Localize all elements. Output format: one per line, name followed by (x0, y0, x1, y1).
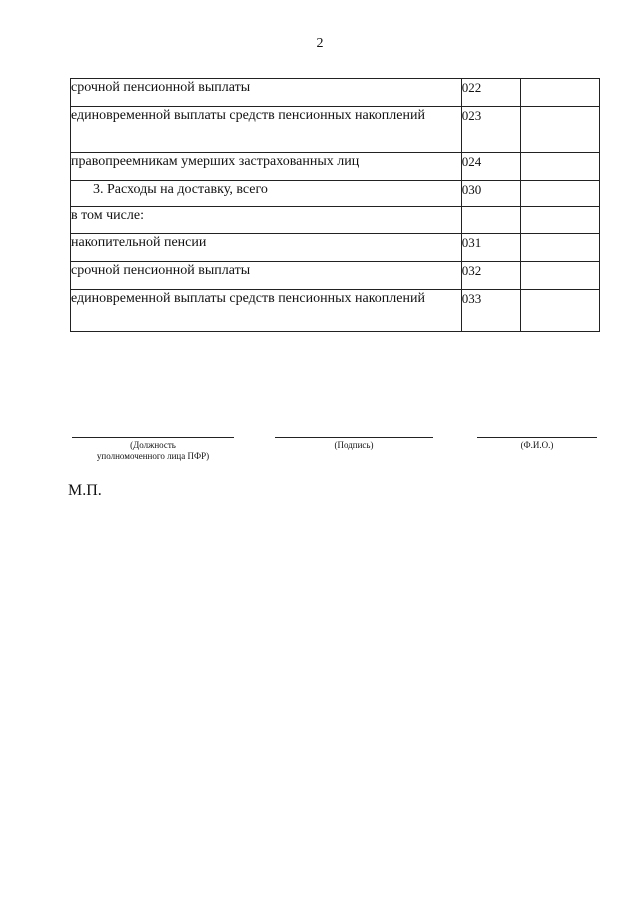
table-row (71, 262, 600, 290)
row-value (520, 79, 600, 107)
row-value (520, 181, 600, 207)
row-code: 031 (461, 234, 520, 262)
table-row (71, 107, 600, 153)
signature-caption: (Подпись) (334, 440, 374, 450)
row-value (520, 234, 600, 262)
signature-block (275, 437, 433, 451)
row-label: 3. Расходы на доставку, всего (71, 181, 462, 207)
position-signature-block (72, 437, 234, 462)
table-row (71, 207, 600, 234)
table-row (71, 181, 600, 207)
row-label: единовременной выплаты средств пенсионных накоплений (71, 290, 462, 332)
full-name-block (477, 437, 597, 451)
row-label: срочной пенсионной выплаты (71, 262, 462, 290)
table-row (71, 234, 600, 262)
row-label: правопреемникам умерших застрахованных лиц (71, 153, 462, 181)
full-name-caption: (Ф.И.О.) (520, 440, 554, 450)
signature-line (275, 437, 433, 438)
page-number: 2 (316, 36, 324, 51)
row-label: накопительной пенсии (71, 234, 462, 262)
row-value (520, 290, 600, 332)
row-code: 033 (461, 290, 520, 332)
row-code: 024 (461, 153, 520, 181)
position-caption-2: уполномоченного лица ПФР) (96, 451, 210, 461)
row-code: 022 (461, 79, 520, 107)
row-label: единовременной выплаты средств пенсионных накоплений (71, 107, 462, 153)
row-code: 030 (461, 181, 520, 207)
row-code: 023 (461, 107, 520, 153)
row-value (520, 153, 600, 181)
stamp-placeholder: М.П. (68, 482, 102, 499)
position-caption: (Должность (130, 440, 176, 450)
row-label: в том числе: (71, 207, 462, 234)
full-name-line (477, 437, 597, 438)
expenses-table (70, 78, 600, 332)
row-code (461, 207, 520, 234)
table-row (71, 79, 600, 107)
row-value (520, 107, 600, 153)
row-code: 032 (461, 262, 520, 290)
table-row (71, 290, 600, 332)
row-label: срочной пенсионной выплаты (71, 79, 462, 107)
position-line (72, 437, 234, 438)
row-value (520, 262, 600, 290)
row-value (520, 207, 600, 234)
table-row (71, 153, 600, 181)
